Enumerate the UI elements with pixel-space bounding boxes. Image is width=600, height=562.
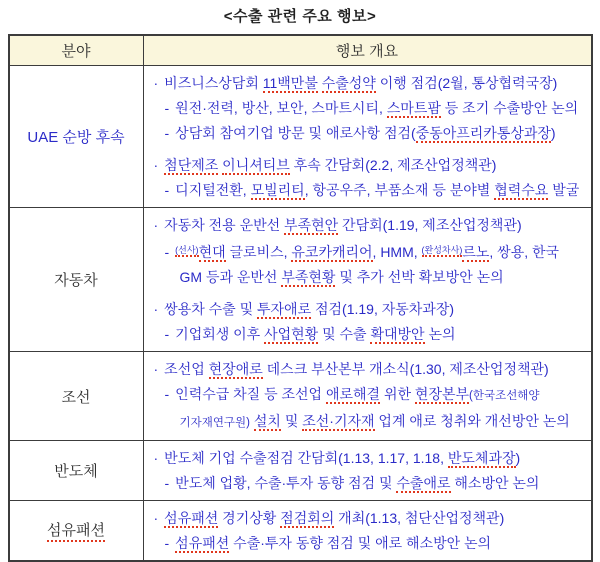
text-segment: 모빌리티: [250, 182, 305, 198]
text-segment: 조선업: [164, 361, 209, 377]
dash-bullet: -: [164, 326, 170, 342]
overview-line: [150, 71, 587, 96]
overview-line: [150, 531, 587, 556]
dash-bullet: -: [164, 100, 170, 116]
text-segment: (선사): [175, 245, 199, 255]
text-segment: GM 등과 운반선: [179, 269, 282, 285]
field-cell: [10, 441, 144, 500]
text-segment: 설치: [253, 413, 281, 429]
column-header-overview: 행보 개요: [144, 36, 591, 65]
text-segment: 르노: [462, 244, 490, 260]
overview-cell: [144, 501, 591, 560]
text-segment: (한국조선해양: [469, 390, 540, 402]
overview-line: [150, 471, 587, 496]
dash-bullet: -: [164, 386, 170, 402]
text-segment: 현장본부: [414, 386, 470, 402]
overview-line: [150, 96, 587, 121]
text-segment: 현장애로: [208, 361, 263, 377]
text-segment: 해소방안 논의: [450, 475, 540, 491]
field-label: 자동차: [54, 272, 98, 289]
text-segment: 협력수요: [494, 182, 549, 198]
overview-line: [150, 121, 587, 146]
text-segment: 반도체과장: [447, 450, 516, 466]
column-header-field: 분야: [10, 36, 144, 65]
text-segment: 디지털전환,: [175, 182, 251, 198]
text-segment: 이행 점검(2월, 통상협력국장): [375, 75, 558, 91]
overview-cell: [144, 208, 591, 351]
dash-bullet: -: [164, 182, 170, 198]
overview-line: [150, 178, 587, 203]
text-segment: 글로비스,: [225, 244, 292, 260]
field-cell: [10, 501, 144, 560]
text-segment: 자동차 전용 운반선: [164, 217, 285, 233]
text-segment: 수출·투자 동향 점검 및 애로 해소방안 논의: [229, 535, 492, 551]
text-segment: 반도체 업황, 수출·투자 동향 점검 및: [175, 475, 397, 491]
field-label: 반도체: [54, 463, 98, 480]
table-row: [10, 440, 591, 500]
text-segment: 개최(1.13, 첨단산업정책관): [334, 510, 505, 526]
field-cell: [10, 208, 144, 351]
overview-line: [150, 382, 587, 409]
text-segment: 사업현황: [264, 326, 319, 342]
field-label: 섬유패션: [47, 519, 105, 542]
text-segment: 섬유패션: [175, 535, 230, 551]
table-header-row: [10, 36, 591, 65]
table-body: [10, 65, 591, 560]
text-segment: 인력수급 차질 등 조선업: [175, 386, 326, 402]
dot-bullet: ·: [153, 157, 159, 173]
text-segment: 업계 애로 청취와 개선방안 논의: [374, 413, 570, 429]
table-row: [10, 500, 591, 560]
overview-line: [150, 357, 587, 382]
field-cell: [10, 66, 144, 207]
text-segment: 투자애로: [257, 301, 312, 317]
overview-cell: [144, 441, 591, 500]
text-segment: 현대: [198, 244, 226, 260]
text-segment: , 항공우주, 부품소재 등 분야별: [304, 182, 495, 198]
text-segment: ): [515, 450, 521, 466]
activity-table: [8, 34, 593, 562]
text-segment: , HMM,: [372, 244, 422, 260]
text-segment: 확대방안: [370, 326, 425, 342]
dash-bullet: -: [164, 244, 170, 260]
text-segment: 수출애로: [396, 475, 451, 491]
text-segment: 비즈니스상담회: [164, 75, 263, 91]
dash-bullet: -: [164, 125, 170, 141]
text-segment: 부족현안: [284, 217, 339, 233]
text-segment: 기자재연구원): [179, 417, 250, 429]
table-row: [10, 351, 591, 440]
dot-bullet: ·: [153, 301, 159, 317]
text-segment: (완성차사): [421, 245, 463, 255]
text-segment: 간담회(1.19, 제조산업정책관): [338, 217, 522, 233]
text-segment: 애로해결: [325, 386, 381, 402]
dash-bullet: -: [164, 535, 170, 551]
text-segment: 부족현황: [281, 269, 336, 285]
text-segment: 유코카캐리어: [291, 244, 373, 260]
dot-bullet: ·: [153, 75, 159, 91]
text-segment: 논의: [424, 326, 456, 342]
text-segment: 반도체 기업 수출점검 간담회(1.13, 1.17, 1.18,: [164, 450, 448, 466]
overview-line: [150, 153, 587, 178]
text-segment: 및 추가 선박 확보방안 논의: [335, 269, 504, 285]
text-segment: 원전·전력, 방산, 보안, 스마트시티,: [175, 100, 387, 116]
page-title: <수출 관련 주요 행보>: [223, 8, 377, 25]
overview-cell: [144, 66, 591, 207]
text-segment: 11백만불: [262, 75, 318, 91]
dot-bullet: ·: [153, 217, 159, 233]
overview-line: [150, 238, 587, 265]
overview-line: [150, 265, 587, 290]
overview-line: [150, 446, 587, 471]
field-label: 조선: [61, 388, 91, 406]
text-segment: 점검회의: [280, 510, 335, 526]
text-segment: 기업회생 이후: [175, 326, 265, 342]
text-segment: 경기상황: [218, 510, 281, 526]
overview-line: [150, 409, 587, 436]
text-segment: 조선·기자재: [302, 413, 375, 429]
text-segment: 발굴: [548, 182, 580, 198]
text-segment: 이니셔티브: [222, 157, 290, 173]
table-row: [10, 65, 591, 207]
text-segment: 위한: [380, 386, 415, 402]
text-segment: 후속 간담회(2.2, 제조산업정책관): [289, 157, 497, 173]
overview-line: [150, 322, 587, 347]
field-label: UAE 순방 후속: [27, 129, 125, 146]
overview-cell: [144, 352, 591, 440]
text-segment: 점검(1.19, 자동차과장): [311, 301, 455, 317]
dot-bullet: ·: [153, 450, 159, 466]
text-segment: 쌍용차 수출 및: [164, 301, 257, 317]
text-segment: 및: [280, 413, 303, 429]
text-segment: 상담회 참여기업 방문 및 애로사항 점검(: [175, 125, 416, 141]
text-segment: ): [550, 125, 556, 141]
dot-bullet: ·: [153, 510, 159, 526]
text-segment: 스마트팜: [386, 100, 441, 116]
overview-line: [150, 506, 587, 531]
text-segment: 중동아프리카통상과장: [415, 125, 551, 141]
text-segment: , 쌍용, 한국: [489, 244, 560, 260]
overview-line: [150, 213, 587, 238]
text-segment: 데스크 부산본부 개소식(1.30, 제조산업정책관): [262, 361, 549, 377]
dash-bullet: -: [164, 475, 170, 491]
overview-line: [150, 297, 587, 322]
text-segment: 첨단제조: [164, 157, 219, 173]
table-row: [10, 207, 591, 351]
text-segment: 및 수출: [318, 326, 371, 342]
dot-bullet: ·: [153, 361, 159, 377]
text-segment: 등 조기 수출방안 논의: [440, 100, 579, 116]
text-segment: 섬유패션: [164, 510, 219, 526]
text-segment: 수출성약: [321, 75, 376, 91]
field-cell: [10, 352, 144, 440]
